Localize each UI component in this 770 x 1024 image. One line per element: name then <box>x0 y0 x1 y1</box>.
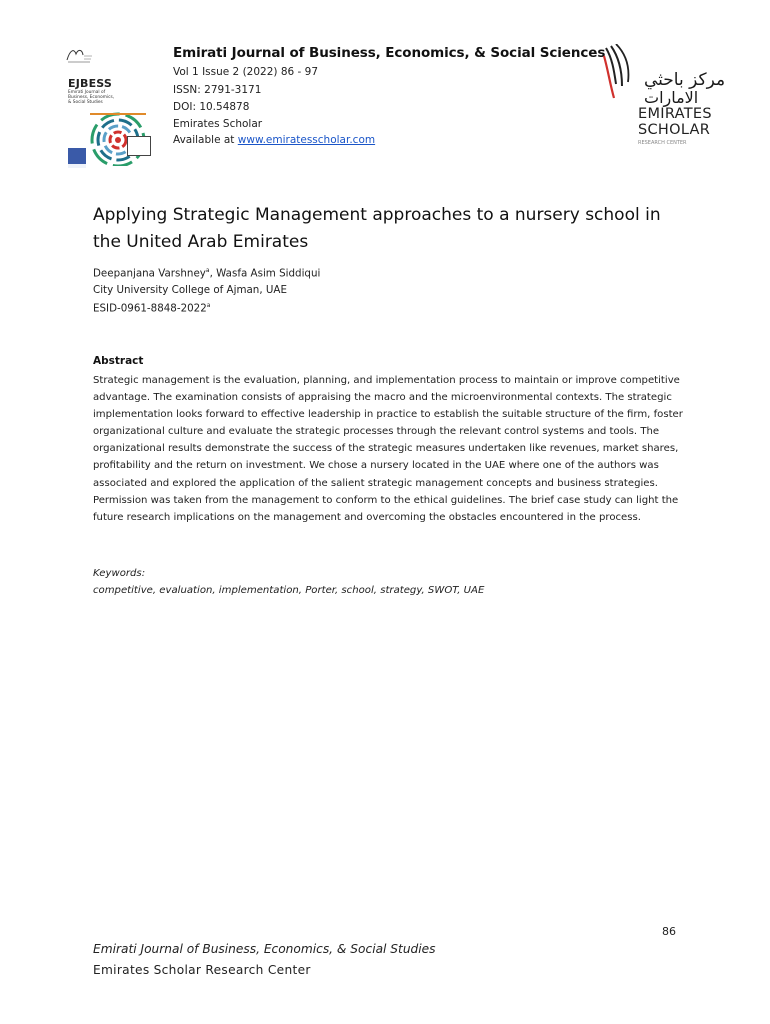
keywords-heading: Keywords: <box>93 568 146 579</box>
page-number: 86 <box>662 925 676 938</box>
publisher-website-link[interactable]: www.emiratesscholar.com <box>237 134 376 146</box>
quill-pen-icon <box>600 44 644 100</box>
cover-volume-box <box>127 136 151 156</box>
paper-affiliation: City University College of Ajman, UAE <box>93 284 287 296</box>
keywords-list: competitive, evaluation, implementation, Porter, school, strategy, SWOT, UAE <box>93 585 485 596</box>
journal-title: Emirati Journal of Business, Economics, & Social Sciences <box>173 45 606 61</box>
abstract-text: Strategic management is the evaluation, planning, and implementation process to maintain or improve competitive advantage. The examination consists of appraising the macro and the microenvironmental contexts. The strategic implementation looks forward to effective leadership in practice to establish the suitable structure of the firm, foster organizational culture and evaluate the strategic processes through the relevant control systems and tools. The organizational results demonstrate the success of the strategic measures undertaken like revenues, market shares, profitability and the return on investment. We chose a nursery located in the UAE where one of the authors was associated and explored the application of the salient strategic management concepts and business strategies. Permission was taken from the management to conform to the ethical guidelines. The brief case study can light the future research implications on the management and overcoming the obstacles encountered in the process. <box>93 375 683 523</box>
footer-journal: Emirati Journal of Business, Economics, & Social Studies <box>93 942 436 956</box>
paper-authors <box>93 267 320 279</box>
journal-publisher: Emirates Scholar <box>173 118 263 130</box>
journal-doi: DOI: 10.54878 <box>173 101 250 113</box>
available-at-label: Available at <box>173 134 238 146</box>
journal-issn: ISSN: 2791-3171 <box>173 84 262 96</box>
cover-block-strip <box>68 164 86 168</box>
cover-maze-graphic <box>86 100 150 166</box>
paper-esid <box>93 302 210 314</box>
emirates-scholar-logo <box>598 44 726 148</box>
logo-tagline: RESEARCH CENTER <box>638 140 687 146</box>
logo-emirates-text: EMIRATES <box>638 106 712 122</box>
journal-cover-thumbnail <box>60 44 153 170</box>
footer-research-center: Emirates Scholar Research Center <box>93 963 311 977</box>
esid-value: ESID-0961-8848-2022 <box>93 302 207 315</box>
abstract-heading: Abstract <box>93 355 144 367</box>
esid-superscript: a <box>206 302 211 309</box>
first-author: Deepanjana Varshney <box>93 267 206 280</box>
journal-volume: Vol 1 Issue 2 (2022) 86 - 97 <box>173 66 319 78</box>
calligraphy-logo-icon <box>64 46 94 66</box>
available-at <box>173 134 375 146</box>
cover-subtitle: Emirati Journal of Business, Economics, & Social Studies <box>68 90 115 106</box>
logo-arabic-line2: الامارات <box>644 88 699 107</box>
abstract-body <box>93 372 683 526</box>
logo-scholar-text: SCHOLAR <box>638 122 711 138</box>
author-superscript: a <box>205 267 210 274</box>
cover-acronym: EJBESS <box>68 77 113 90</box>
paper-title: Applying Strategic Management approaches to a nursery school in the United Arab Emirates <box>93 205 661 252</box>
logo-arabic-line1: مركز باحثي <box>644 70 726 90</box>
other-authors: , Wasfa Asim Siddiqui <box>209 267 321 280</box>
cover-blue-block <box>68 148 86 164</box>
